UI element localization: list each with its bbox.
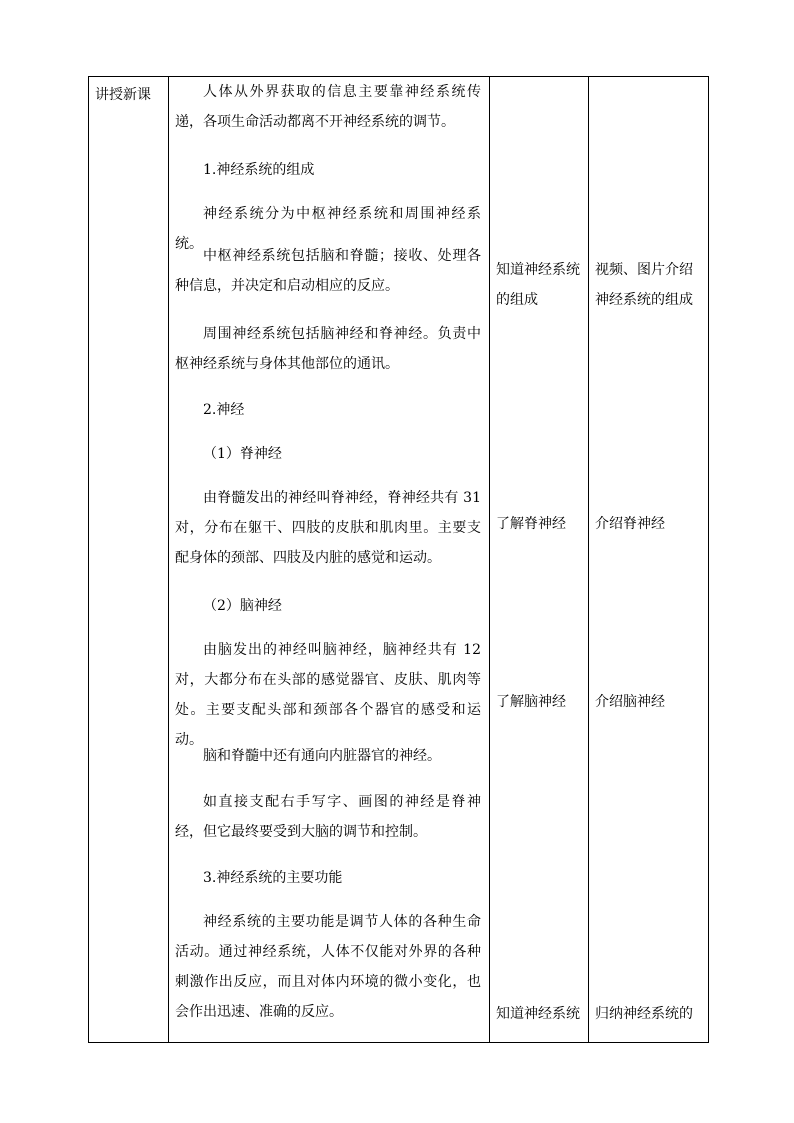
section-label: 讲授新课 [95, 87, 151, 103]
goal-cell [490, 77, 589, 1043]
content-paragraph: 周围神经系统包括脑神经和脊神经。负责中枢神经系统与身体其他部位的通讯。 [175, 326, 481, 372]
section-heading: 3.神经系统的主要功能 [203, 870, 343, 886]
goal-text: 了解脊神经 [496, 516, 566, 532]
method-cell [589, 77, 709, 1043]
goal-text: 知道神经系统 [496, 1006, 580, 1022]
content-paragraph: 神经系统的主要功能是调节人体的各种生命活动。通过神经系统，人体不仅能对外界的各种刺激作出反应，而且对体内环境的微小变化，也会作出迅速、准确的反应。 [175, 914, 481, 1020]
method-text: 介绍脑神经 [595, 694, 665, 710]
content-paragraph: 人体从外界获取的信息主要靠神经系统传递，各项生命活动都离不开神经系统的调节。 [175, 84, 481, 130]
content-paragraph: 脑和脊髓中还有通向内脏器官的神经。 [203, 748, 441, 764]
goal-text: 了解脑神经 [496, 694, 566, 710]
section-heading: 2.神经 [203, 402, 245, 418]
content-paragraph: 中枢神经系统包括脑和脊髓；接收、处理各种信息，并决定和启动相应的反应。 [175, 248, 481, 294]
subsection-heading: （1）脊神经 [203, 446, 282, 462]
method-text: 视频、图片介绍神经系统的组成 [595, 262, 693, 308]
content-paragraph: 神经系统分为中枢神经系统和周围神经系统。 [175, 206, 481, 252]
table-row [89, 77, 709, 1043]
method-text: 介绍脊神经 [595, 516, 665, 532]
method-text: 归纳神经系统的 [595, 1006, 693, 1022]
content-paragraph: 由脊髓发出的神经叫脊神经，脊神经共有 31 对，分布在躯干、四肢的皮肤和肌肉里。主要支配身体的颈部、四肢及内脏的感觉和运动。 [175, 490, 481, 566]
teaching-content [169, 77, 489, 1042]
content-paragraph: 如直接支配右手写字、画图的神经是脊神经，但它最终要受到大脑的调节和控制。 [175, 794, 481, 840]
goal-text: 知道神经系统的组成 [496, 262, 580, 308]
lesson-plan-table [88, 76, 709, 1043]
section-heading: 1.神经系统的组成 [203, 162, 315, 178]
section-label-cell [89, 77, 169, 1043]
subsection-heading: （2）脑神经 [203, 598, 282, 614]
content-cell [169, 77, 490, 1043]
content-paragraph: 由脑发出的神经叫脑神经，脑神经共有 12 对，大都分布在头部的感觉器官、皮肤、肌肉等处。主要支配头部和颈部各个器官的感受和运动。 [175, 642, 481, 748]
